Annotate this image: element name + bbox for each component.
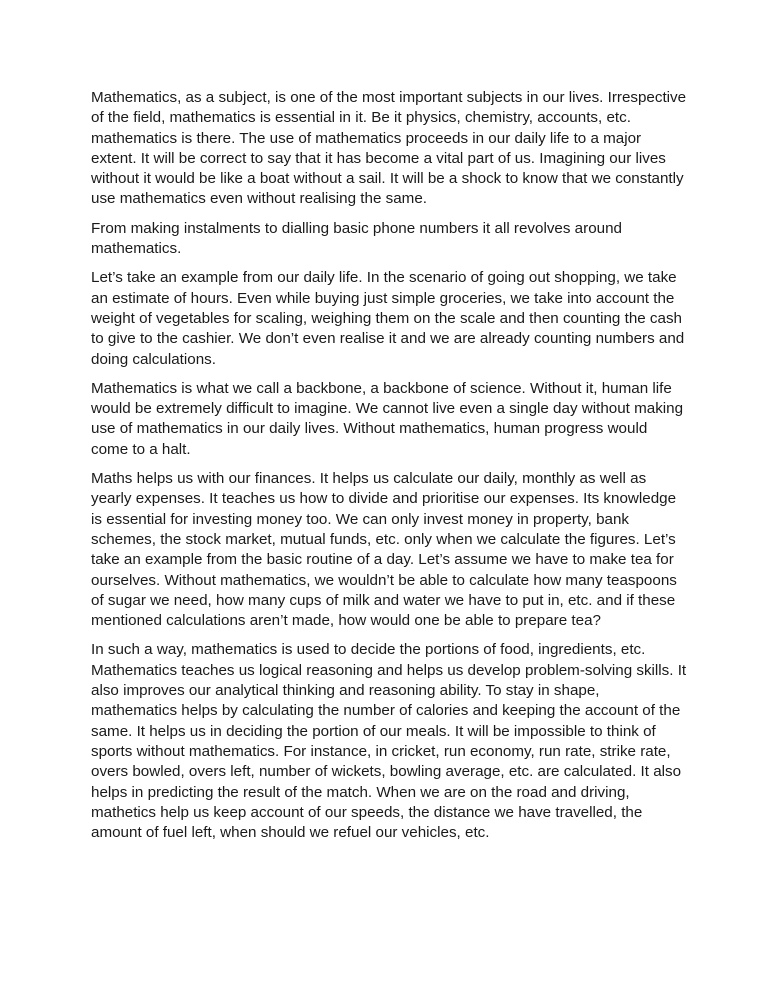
paragraph-3: Let’s take an example from our daily life. In the scenario of going out shopping, we take an estimate of hours. Even while buying just simple groceries, we take into account the weight of vegetables for scaling, weighing them on the scale and then counting the cash to give to the cashier. We don’t even realise it and we are already counting numbers and doing calculations.: [91, 269, 685, 368]
paragraph-6: In such a way, mathematics is used to decide the portions of food, ingredients, etc. Mathematics teaches us logical reasoning and helps us develop problem-solving skills. It also improves our analytical thinking and reasoning ability. To stay in shape, mathematics helps by calculating the number of calories and keeping the account of the same. It helps us in deciding the portion of our meals. It will be impossible to think of sports without mathematics. For instance, in cricket, run economy, run rate, strike rate, overs bowled, overs left, number of wickets, bowling average, etc. are calculated. It also helps in predicting the result of the match. When we are on the road and driving, mathetics help us keep account of our speeds, the distance we have travelled, the amount of fuel left, when should we refuel our vehicles, etc.: [91, 641, 687, 842]
paragraph-4: Mathematics is what we call a backbone, a backbone of science. Without it, human life would be extremely difficult to imagine. We cannot live even a single day without making use of mathematics in our daily lives. Without mathematics, human progress would come to a halt.: [91, 379, 684, 458]
paragraph-2: From making instalments to dialling basic phone numbers it all revolves around mathematics.: [91, 219, 622, 258]
paragraph-1: Mathematics, as a subject, is one of the most important subjects in our lives. Irrespective of the field, mathematics is essential in it. Be it physics, chemistry, accounts, etc. mathematics is there. The use of mathematics proceeds in our daily life to a major extent. It will be correct to say that it has become a vital part of us. Imagining our lives without it would be like a boat without a sail. It will be a shock to know that we constantly use mathematics even without realising the same.: [91, 89, 687, 208]
paragraph-5: Maths helps us with our finances. It helps us calculate our daily, monthly as well as yearly expenses. It teaches us how to divide and prioritise our expenses. Its knowledge is essential for investing money too. We can only invest money in property, bank schemes, the stock market, mutual funds, etc. only when we calculate the figures. Let’s take an example from the basic routine of a day. Let’s assume we have to make tea for ourselves. Without mathematics, we wouldn’t be able to calculate how many teaspoons of sugar we need, how many cups of milk and water we have to put in, etc. and if these mentioned calculations aren’t made, how would one be able to prepare tea?: [91, 470, 677, 630]
